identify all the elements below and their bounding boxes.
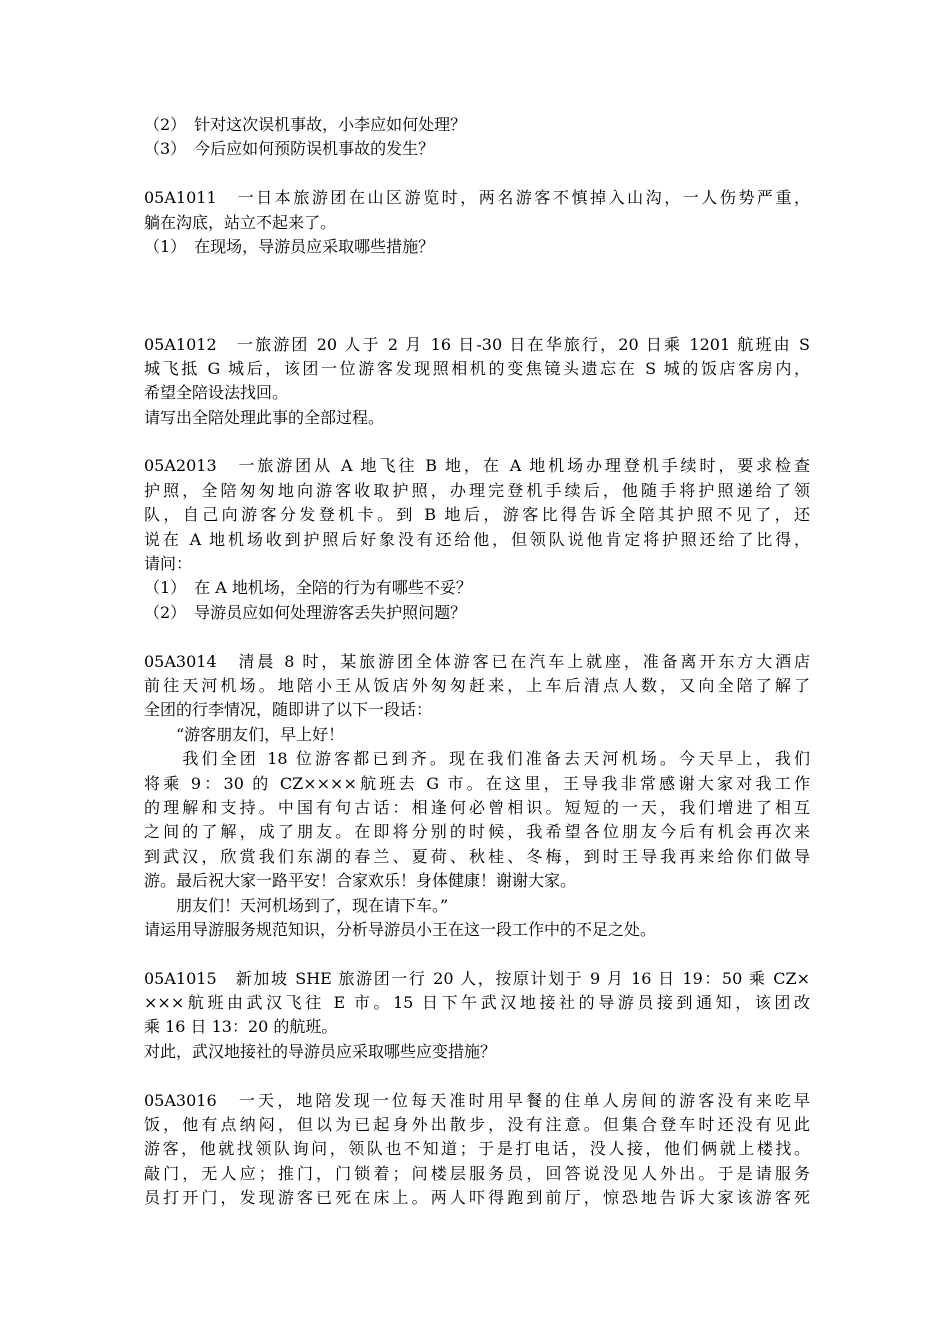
q3016-line-1: 05A3016 一天，地陪发现一位每天准时用早餐的住单人房间的游客没有来吃早	[144, 1090, 810, 1110]
spacer	[144, 625, 810, 649]
q3016-line-4: 敲门，无人应；推门，门锁着；问楼层服务员，回答说没见人外出。于是请服务	[144, 1163, 810, 1183]
q1011-line-2: 躺在沟底，站立不起来了。	[144, 212, 337, 232]
q2013-line-4: 说在 A 地机场收到护照后好象没有还给他，但领队说他肯定将护照还给了比得，	[144, 529, 810, 549]
q3014-line-9: 到武汉，欣赏我们东湖的春兰、夏荷、秋桂、冬梅，到时王导我再来给你们做导	[144, 846, 810, 866]
q3016-line-3: 游客，他就找领队询问，领队也不知道；于是打电话，没人接，他们俩就上楼找。	[144, 1139, 810, 1159]
spacer	[144, 430, 810, 454]
spacer	[144, 308, 810, 332]
spacer	[144, 259, 810, 308]
q3014-line-4: “游客朋友们，早上好！	[144, 724, 345, 744]
q3014-line-10: 游。最后祝大家一路平安！合家欢乐！身体健康！谢谢大家。	[144, 871, 577, 891]
q1015-line-1: 05A1015 新加坡 SHE 旅游团一行 20 人，按原计划于 9 月 16 日 19：50 乘 CZ×	[144, 968, 810, 988]
spacer	[144, 1064, 810, 1088]
spacer	[144, 942, 810, 966]
q3014-line-11: 朋友们！天河机场到了，现在请下车。”	[144, 895, 449, 915]
q3014-line-12: 请运用导游服务规范知识，分析导游员小王在这一段工作中的不足之处。	[144, 919, 657, 939]
q1012-line-2: 城飞抵 G 城后，该团一位游客发现照相机的变焦镜头遗忘在 S 城的饭店客房内，	[144, 358, 810, 378]
q2013-line-5: 请问：	[144, 554, 193, 574]
q1012-line-3: 希望全陪设法找回。	[144, 383, 289, 403]
q1011-sub-1: （1） 在现场，导游员应采取哪些措施？	[144, 236, 435, 256]
q1015-line-3: 乘 16 日 13：20 的航班。	[144, 1017, 338, 1037]
q1012-line-4: 请写出全陪处理此事的全部过程。	[144, 407, 385, 427]
q2013-sub-2: （2） 导游员应如何处理游客丢失护照问题？	[144, 602, 467, 622]
q3014-line-1: 05A3014 清晨 8 时，某旅游团全体游客已在汽车上就座，准备离开东方大酒店	[144, 651, 810, 671]
q1012-line-1: 05A1012 一旅游团 20 人于 2 月 16 日-30 日在华旅行，20 日乘 1201 航班由 S	[144, 334, 810, 354]
document-page	[144, 113, 810, 1211]
spacer	[144, 162, 810, 186]
question-sub-3: （3） 今后应如何预防误机事故的发生？	[144, 139, 435, 159]
q3016-line-2: 饭，他有点纳闷，但以为已起身外出散步，没有注意。但集合登车时还没有见此	[144, 1115, 810, 1135]
q2013-line-1: 05A2013 一旅游团从 A 地飞往 B 地，在 A 地机场办理登机手续时，要求检查	[144, 456, 810, 476]
q3014-line-6: 将乘 9：30 的 CZ××××航班去 G 市。在这里，王导我非常感谢大家对我工作	[144, 773, 810, 793]
q3014-line-7: 的理解和支持。中国有句古话：相逢何必曾相识。短短的一天，我们增进了相互	[144, 797, 810, 817]
q2013-sub-1: （1） 在 A 地机场，全陪的行为有哪些不妥？	[144, 578, 472, 598]
q3014-line-5: 我们全团 18 位游客都已到齐。现在我们准备去天河机场。今天早上，我们	[144, 749, 810, 769]
q1015-line-2: ×××航班由武汉飞往 E 市。15 日下午武汉地接社的导游员接到通知，该团改	[144, 993, 810, 1013]
q1015-line-4: 对此，武汉地接社的导游员应采取哪些应变措施？	[144, 1041, 497, 1061]
q2013-line-2: 护照，全陪匆匆地向游客收取护照，办理完登机手续后，他随手将护照递给了领	[144, 480, 810, 500]
q1011-line-1: 05A1011 一日本旅游团在山区游览时，两名游客不慎掉入山沟，一人伤势严重，	[144, 188, 810, 208]
q2013-line-3: 队，自己向游客分发登机卡。到 B 地后，游客比得告诉全陪其护照不见了，还	[144, 505, 810, 525]
q3016-line-5: 员打开门，发现游客已死在床上。两人吓得跑到前厅，惊恐地告诉大家该游客死	[144, 1188, 810, 1208]
q3014-line-3: 全团的行李情况，随即讲了以下一段话：	[144, 700, 433, 720]
question-sub-2: （2） 针对这次误机事故，小李应如何处理？	[144, 115, 467, 134]
q3014-line-2: 前往天河机场。地陪小王从饭店外匆匆赶来，上车后清点人数，又向全陪了解了	[144, 676, 810, 695]
q3014-line-8: 之间的了解，成了朋友。在即将分别的时候，我希望各位朋友今后有机会再次来	[144, 822, 810, 842]
